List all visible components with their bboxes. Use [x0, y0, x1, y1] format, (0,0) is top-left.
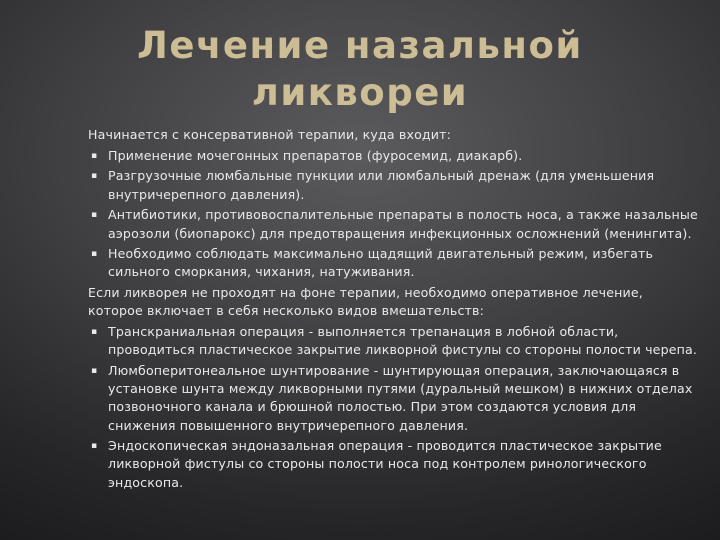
list-item — [88, 323, 700, 359]
list-item — [88, 206, 700, 242]
slide-body — [88, 126, 700, 494]
bullet-icon: ▪ — [91, 441, 98, 452]
surgery-paragraph: Если ликворея не проходят на фоне терапии, необходимо оперативное лечение, которое включает в себя несколько видов вмешательств: — [88, 285, 643, 319]
conservative-list — [88, 147, 700, 282]
list-item-text: Эндоскопическая эндоназальная операция - проводится пластическое закрытие ликворной фистулы со стороны полости носа под контролем ринологического эндоскопа. — [108, 438, 662, 490]
bullet-icon: ▪ — [91, 171, 98, 182]
bullet-icon: ▪ — [91, 150, 98, 161]
list-item-text: Антибиотики, противовоспалительные препараты в полость носа, а также назальные аэрозоли (биопарокс) для предотвращения инфекционных осложнений (менингита). — [108, 207, 698, 241]
list-item-text: Необходимо соблюдать максимально щадящий двигательный режим, избегать сильного сморкания, чихания, натуживания. — [108, 246, 654, 280]
list-item — [88, 437, 700, 492]
bullet-icon: ▪ — [91, 249, 98, 260]
bullet-icon: ▪ — [91, 327, 98, 338]
surgery-list — [88, 323, 700, 492]
list-item-text: Транскраниальная операция - выполняется трепанация в лобной области, проводиться пластическое закрытие ликворной фистулы со стороны полости черепа. — [108, 324, 698, 358]
list-item-text: Люмбоперитонеальное шунтирование - шунтирующая операция, заключающаяся в установке шунта между ликворными путями (дуральный мешком) в нижних отделах позвоночного канала и брюшной полостью. При этом создаются условия для снижения повышенного внутричерепного давления. — [108, 362, 693, 433]
bullet-icon: ▪ — [91, 210, 98, 221]
list-item — [88, 362, 700, 435]
list-item-text: Применение мочегонных препаратов (фуросемид, диакарб). — [108, 147, 523, 163]
list-item — [88, 167, 700, 203]
list-item — [88, 245, 700, 281]
list-item — [88, 147, 700, 165]
bullet-icon: ▪ — [91, 365, 98, 376]
list-item-text: Разгрузочные люмбальные пункции или люмбальный дренаж (для уменьшения внутричерепного давления). — [108, 168, 655, 202]
intro-paragraph: Начинается с консервативной терапии, куда входит: — [88, 127, 451, 142]
slide-title: Лечение назальной ликвореи — [137, 24, 583, 114]
